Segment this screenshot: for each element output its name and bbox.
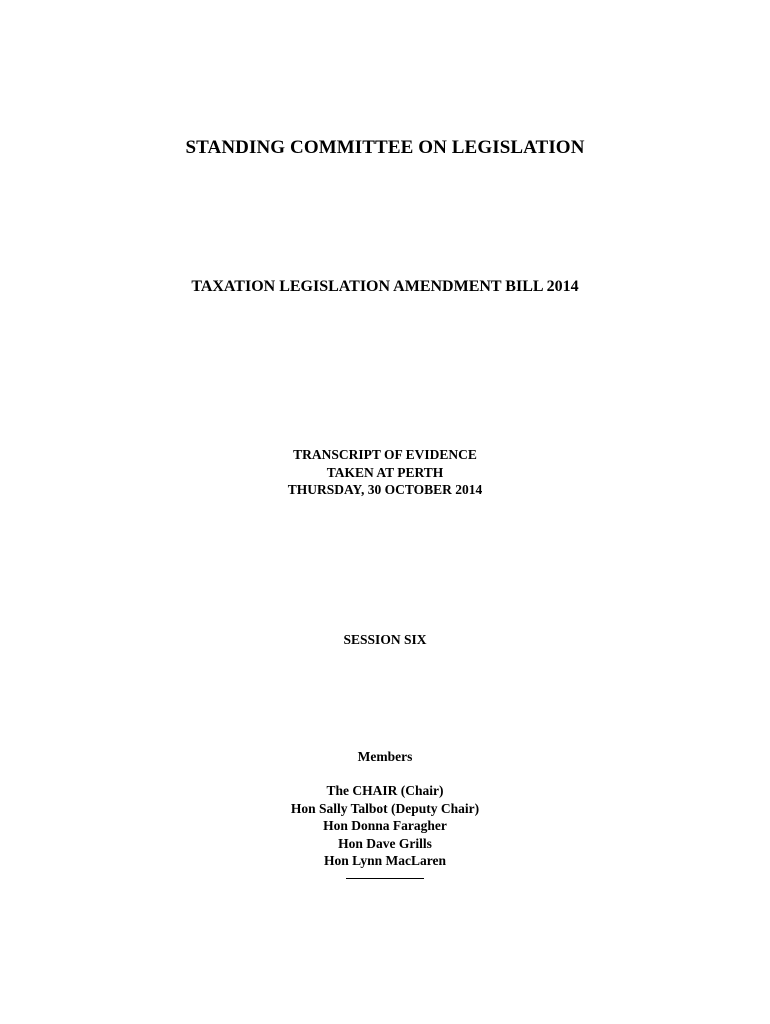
member-item: The CHAIR (Chair)	[326, 783, 444, 798]
transcript-details	[0, 446, 770, 499]
committee-title: STANDING COMMITTEE ON LEGISLATION	[185, 137, 585, 158]
member-item: Hon Dave Grills	[338, 835, 432, 851]
session-label: SESSION SIX	[343, 632, 427, 647]
end-rule-divider	[346, 878, 424, 879]
member-item: Hon Sally Talbot (Deputy Chair)	[290, 800, 480, 816]
transcript-date: THURSDAY, 30 OCTOBER 2014	[287, 482, 483, 497]
member-item: Hon Lynn MacLaren	[323, 853, 447, 868]
transcript-heading: TRANSCRIPT OF EVIDENCE	[293, 447, 477, 462]
members-heading: Members	[357, 749, 413, 764]
transcript-location: TAKEN AT PERTH	[326, 464, 444, 480]
bill-title: TAXATION LEGISLATION AMENDMENT BILL 2014	[191, 278, 579, 295]
member-item: Hon Donna Faragher	[323, 818, 447, 833]
members-list	[0, 782, 770, 870]
